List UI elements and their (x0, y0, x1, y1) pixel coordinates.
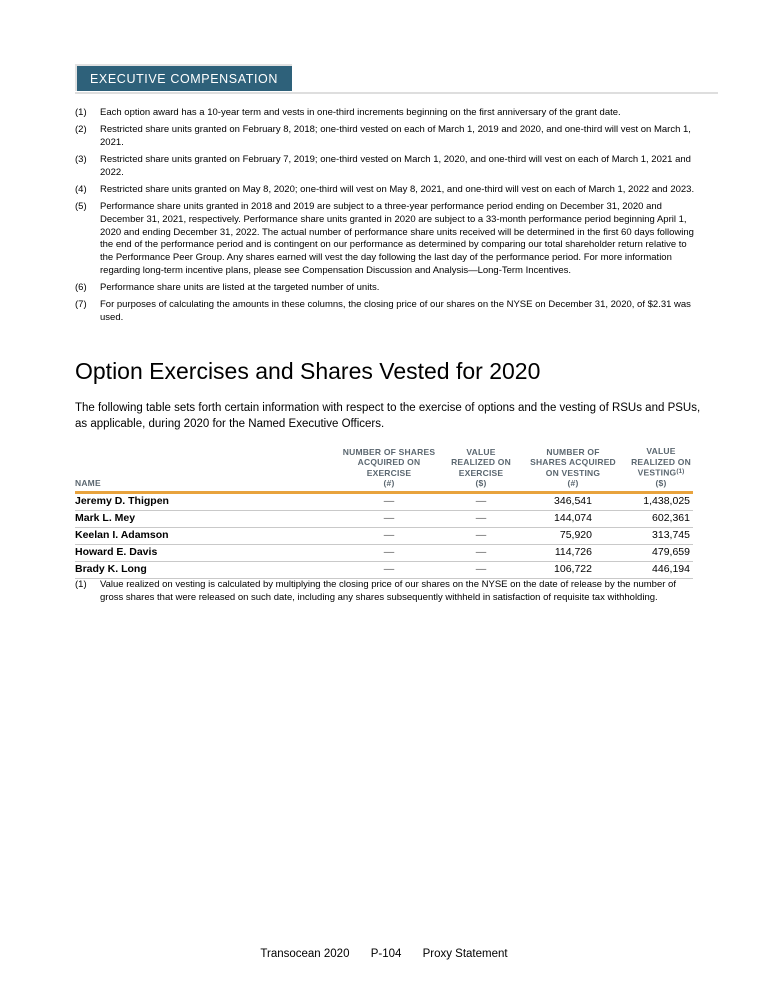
cell-exercise-value: — (475, 546, 487, 558)
cell-vesting-shares: 346,541 (554, 495, 592, 507)
footnote-item (75, 201, 699, 277)
table-row (75, 528, 693, 545)
footnote-number: (4) (75, 184, 87, 196)
intro-paragraph: The following table sets forth certain information with respect to the exercise of options and the vesting of RSUs and PSUs, as applicable, during 2020 for the Named Executive Officers. (75, 402, 701, 430)
footnote-number: (1) (75, 107, 87, 118)
footnotes-bottom (75, 579, 699, 609)
banner-rule (75, 92, 718, 94)
footnote-text: Value realized on vesting is calculated by multiplying the closing price of our shares on the NYSE on the date of release by the number of gross shares that were released on such date, including any shares subsequently withheld in satisfaction of requisite tax withholding. (100, 579, 676, 603)
footnote-number: (7) (75, 299, 87, 311)
cell-name: Howard E. Davis (75, 546, 158, 558)
cell-name: Mark L. Mey (75, 512, 136, 524)
table-row (75, 511, 693, 528)
footnote-item (75, 184, 699, 197)
footnote-number: (6) (75, 281, 87, 293)
cell-name: Jeremy D. Thigpen (75, 495, 169, 507)
cell-exercise-value: — (475, 512, 487, 524)
footer-page-number: P-104 (370, 948, 402, 960)
table-header-row (75, 446, 693, 494)
col-header-shares-acquired-vesting: NUMBER OF SHARES ACQUIRED ON VESTING (#) (530, 446, 616, 488)
cell-name: Brady K. Long (75, 563, 147, 575)
table-row (75, 545, 693, 562)
footnote-item (75, 107, 699, 120)
footnote-item (75, 282, 699, 295)
cell-exercise-shares: — (383, 512, 395, 524)
footnote-item (75, 124, 699, 149)
cell-vesting-shares: 75,920 (559, 529, 592, 541)
table-row (75, 562, 693, 579)
cell-vesting-value: 313,745 (652, 529, 690, 541)
footnote-text: Performance share units granted in 2018 and 2019 are subject to a three-year performance period ending on December 31, 2020 and December 31, 2021, respectively. Performance share units granted in 2020 are subject to a 33-month performance period beginning April 1, 2020 and ending December 31, 2022. The actual number of performance share units received will be determined in the first 60 days following the end of the performance period and is contingent on our performance as determined by comparing our total shareholder return relative to the Performance Peer Group. Any shares earned will vest the day following the last day of the performance period. For more information regarding long-term incentive plans, please see Compensation Discussion and Analysis—Long-Term Incentives. (100, 201, 694, 276)
cell-name: Keelan I. Adamson (75, 529, 169, 541)
page-footer (0, 948, 768, 960)
cell-vesting-shares: 144,074 (554, 512, 592, 524)
footnote-text: Performance share units are listed at the targeted number of units. (100, 281, 380, 293)
col-header-value-realized-exercise: VALUE REALIZED ON EXERCISE ($) (451, 446, 511, 488)
footnote-number: (3) (75, 154, 87, 166)
cell-exercise-value: — (475, 529, 487, 541)
cell-exercise-shares: — (383, 495, 395, 507)
cell-vesting-value: 479,659 (652, 546, 690, 558)
cell-vesting-shares: 106,722 (554, 563, 592, 575)
footnote-text: Restricted share units granted on February 7, 2019; one-third vested on March 1, 2020, and one-third will vest on each of March 1, 2021 and 2022. (100, 154, 691, 178)
col-header-name: NAME (75, 478, 101, 488)
footnote-text: Restricted share units granted on May 8, 2020; one-third will vest on May 8, 2021, and one-third will vest on each of March 1, 2022 and 2023. (100, 184, 695, 196)
footnote-item (75, 299, 699, 324)
col-header-shares-acquired-exercise: NUMBER OF SHARES ACQUIRED ON EXERCISE (#) (342, 446, 436, 488)
cell-vesting-value: 1,438,025 (643, 495, 690, 507)
footer-doc-title: Proxy Statement (422, 948, 508, 960)
cell-exercise-shares: — (383, 546, 395, 558)
cell-exercise-value: — (475, 563, 487, 575)
footnote-item (75, 579, 699, 604)
cell-vesting-value: 602,361 (652, 512, 690, 524)
cell-exercise-shares: — (383, 529, 395, 541)
footnotes-top (75, 107, 699, 329)
table-row (75, 494, 693, 511)
footnote-ref: (1) (676, 468, 685, 475)
footnote-item (75, 154, 699, 179)
footnote-text: Each option award has a 10-year term and vests in one-third increments beginning on the first anniversary of the grant date. (100, 107, 621, 118)
footnote-text: For purposes of calculating the amounts in these columns, the closing price of our shares on the NYSE on December 31, 2020, of $2.31 was used. (100, 299, 691, 323)
cell-exercise-value: — (475, 495, 487, 507)
section-banner: EXECUTIVE COMPENSATION (75, 64, 292, 91)
footnote-number: (5) (75, 201, 87, 213)
col-header-value-realized-vesting: VALUE REALIZED ON VESTING$^{(1)}$ ($) (631, 446, 691, 488)
option-exercises-table (75, 446, 693, 579)
footnote-number: (1) (75, 579, 87, 590)
cell-vesting-value: 446,194 (652, 563, 690, 575)
cell-vesting-shares: 114,726 (554, 546, 592, 558)
footer-brand: Transocean 2020 (260, 948, 350, 960)
footnote-text: Restricted share units granted on February 8, 2018; one-third vested on each of March 1, 2019 and 2020, and one-third will vest on March 1, 2021. (100, 124, 691, 148)
cell-exercise-shares: — (383, 563, 395, 575)
footnote-number: (2) (75, 124, 87, 136)
page-title: Option Exercises and Shares Vested for 2020 (75, 358, 541, 384)
